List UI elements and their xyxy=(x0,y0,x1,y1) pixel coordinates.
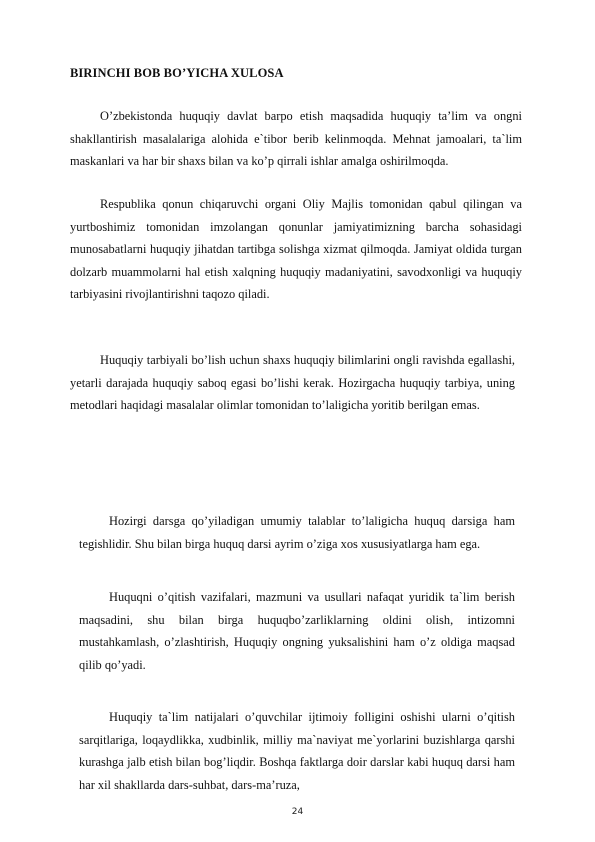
page-number: 24 xyxy=(291,807,304,817)
paragraph-5: Huquqni o’qitish vazifalari, mazmuni va usullari nafaqat yuridik ta`lim berish maqsadini, shu bilan birga huquqbo’zarliklarning oldini olish, intizomni mustahkamlash, o’zlashtirish, Huquqiy ongning yuksalishini ham o’z oldiga maqsad qilib qo’yadi. xyxy=(79,590,515,672)
chapter-conclusion-heading: BIRINCHI BOB BO’YICHA XULOSA xyxy=(70,66,284,80)
paragraph-2: Respublika qonun chiqaruvchi organi Oliy Majlis tomonidan qabul qilingan va yurtboshimiz tomonidan imzolangan qonunlar jamiyatimizning barcha sohasidagi munosabatlarni huquqiy jihatdan tartibga solishga xizmat qilmoqda. Jamiyat oldida turgan dolzarb muammolarni hal etish xalqning huquqiy madaniyatini, savodxonligi va huquqiy tarbiyasini rivojlantirishni taqozo qiladi. xyxy=(70,197,522,302)
paragraph-3: Huquqiy tarbiyali bo’lish uchun shaxs huquqiy bilimlarini ongli ravishda egallashi, yetarli darajada huquqiy saboq egasi bo’lishi kerak. Hozirgacha huquqiy tarbiya, uning metodlari haqidagi masalalar olimlar tomonidan to’laligicha yoritib berilgan emas. xyxy=(70,353,515,413)
paragraph-4: Hozirgi darsga qo’yiladigan umumiy talablar to’laligicha huquq darsiga ham tegishlidir. Shu bilan birga huquq darsi ayrim o’ziga xos xususiyatlarga ham ega. xyxy=(79,514,515,551)
paragraph-6: Huquqiy ta`lim natijalari o’quvchilar ijtimoiy folligini oshishi ularni o’qitish sarqitlariga, loqaydlikka, xudbinlik, milliy ma`naviyat me`yorlarini buzishlarga qarshi kurashga jalb etish bilan bog’liqdir. Boshqa faktlarga doir darslar kabi huquq darsi ham har xil shakllarda dars-suhbat, dars-ma’ruza, xyxy=(79,710,515,792)
paragraph-1: O’zbekistonda huquqiy davlat barpo etish maqsadida huquqiy ta’lim va ongni shakllantirish masalalariga alohida e`tibor berib kelinmoqda. Mehnat jamoalari, ta`lim maskanlari va har bir shaxs bilan va ko’p qirrali ishlar amalga oshirilmoqda. xyxy=(70,109,522,169)
